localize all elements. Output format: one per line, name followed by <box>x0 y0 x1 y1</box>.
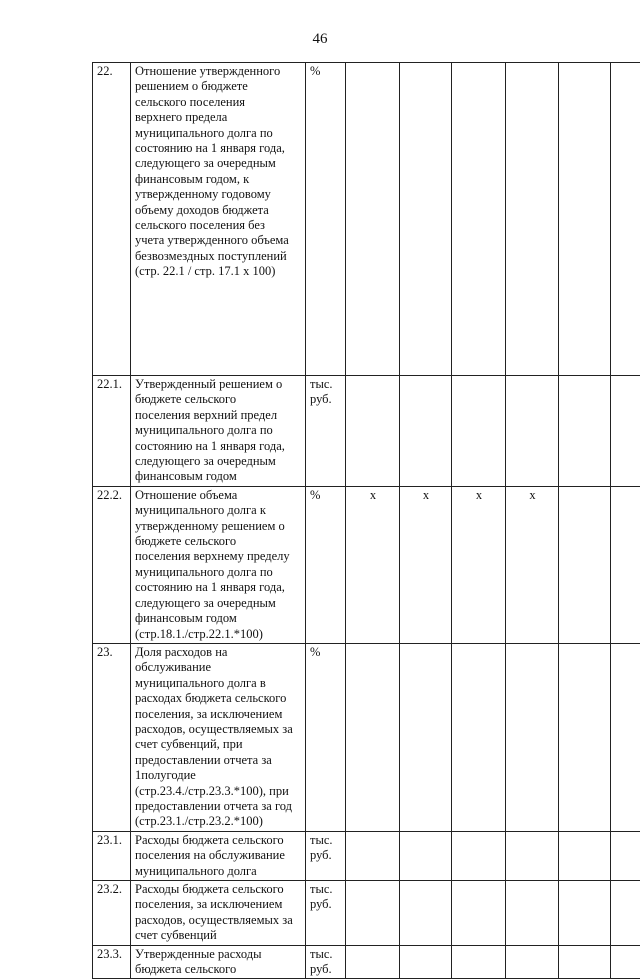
value-cell: х <box>506 486 559 643</box>
table-row <box>93 831 640 880</box>
table-row <box>93 945 640 979</box>
unit-of-measure: % <box>310 64 320 78</box>
indicator-description: Расходы бюджета сельского поселения на обслуживание муниципального долга <box>135 833 285 878</box>
value-cell <box>611 643 640 831</box>
unit-of-measure: тыс. руб. <box>310 947 333 976</box>
indicator-description: Расходы бюджета сельского поселения, за исключением расходов, осуществляемых за счет субвенций <box>135 882 293 942</box>
unit-of-measure: тыс. руб. <box>310 882 333 911</box>
table-row <box>93 881 640 946</box>
unit-cell <box>306 643 346 831</box>
row-number: 22.1. <box>93 376 131 487</box>
value-cell <box>506 63 559 376</box>
value-cell <box>452 376 506 487</box>
value-cell <box>611 486 640 643</box>
unit-of-measure: % <box>310 645 320 659</box>
table-row <box>93 376 640 487</box>
indicator-description-cell <box>131 945 306 979</box>
unit-cell <box>306 63 346 376</box>
value-cell <box>452 63 506 376</box>
row-number: 23.1. <box>93 831 131 880</box>
value-cell <box>506 831 559 880</box>
indicator-description-cell <box>131 63 306 376</box>
row-number: 23.2. <box>93 881 131 946</box>
indicator-description: Отношение объема муниципального долга к утвержденному решением о бюджете сельского поселения верхнему пределу муниципального долга по состоянию на 1 января года, следующего за очередным финансовым годом (стр.18.1./стр.22.1.*100) <box>135 488 290 641</box>
unit-cell <box>306 945 346 979</box>
indicator-description-cell <box>131 643 306 831</box>
value-cell <box>559 486 611 643</box>
unit-cell <box>306 831 346 880</box>
value-cell <box>452 831 506 880</box>
value-cell <box>611 945 640 979</box>
value-cell <box>452 945 506 979</box>
value-cell <box>611 881 640 946</box>
value-cell: х <box>346 486 400 643</box>
table-row <box>93 63 640 376</box>
value-cell <box>452 643 506 831</box>
value-cell <box>400 643 452 831</box>
value-cell <box>506 945 559 979</box>
value-cell <box>400 945 452 979</box>
row-number: 23. <box>93 643 131 831</box>
indicator-description-cell <box>131 376 306 487</box>
indicator-description: Отношение утвержденного решением о бюджете сельского поселения верхнего предела муниципального долга по состоянию на 1 января года, следующего за очередным финансовым годом, к утвержденному годовому объему доходов бюджета сельского поселения без учета утвержденного объема безвозмездных поступлений (стр. 22.1 / стр. 17.1 х 100) <box>135 64 289 278</box>
indicator-description-cell <box>131 881 306 946</box>
row-number: 22. <box>93 63 131 376</box>
unit-of-measure: тыс. руб. <box>310 377 333 406</box>
value-cell <box>400 376 452 487</box>
table-body <box>93 63 640 979</box>
value-cell <box>559 945 611 979</box>
value-cell <box>559 881 611 946</box>
unit-of-measure: % <box>310 488 320 502</box>
value-cell <box>506 643 559 831</box>
indicator-description-cell <box>131 486 306 643</box>
value-cell <box>346 831 400 880</box>
unit-of-measure: тыс. руб. <box>310 833 333 862</box>
row-number: 22.2. <box>93 486 131 643</box>
indicator-description: Утвержденные расходы бюджета сельского <box>135 947 262 976</box>
table-row <box>93 486 640 643</box>
value-cell <box>611 376 640 487</box>
unit-cell <box>306 376 346 487</box>
unit-cell <box>306 486 346 643</box>
unit-cell <box>306 881 346 946</box>
table-row <box>93 643 640 831</box>
value-cell: х <box>400 486 452 643</box>
value-cell <box>346 63 400 376</box>
value-cell <box>506 881 559 946</box>
value-cell <box>559 643 611 831</box>
value-cell: х <box>452 486 506 643</box>
indicator-description-cell <box>131 831 306 880</box>
value-cell <box>346 881 400 946</box>
value-cell <box>400 831 452 880</box>
value-cell <box>559 63 611 376</box>
value-cell <box>400 63 452 376</box>
value-cell <box>611 63 640 376</box>
page-number: 46 <box>0 31 640 48</box>
value-cell <box>346 376 400 487</box>
value-cell <box>506 376 559 487</box>
value-cell <box>559 831 611 880</box>
value-cell <box>400 881 452 946</box>
value-cell <box>559 376 611 487</box>
value-cell <box>611 831 640 880</box>
indicator-description: Утвержденный решением о бюджете сельского поселения верхний предел муниципального долга по состоянию на 1 января года, следующего за очередным финансовым годом <box>135 377 285 483</box>
row-number: 23.3. <box>93 945 131 979</box>
value-cell <box>346 945 400 979</box>
budget-indicators-table <box>92 62 640 979</box>
indicator-description: Доля расходов на обслуживание муниципального долга в расходах бюджета сельского поселения, за исключением расходов, осуществляемых за счет субвенций, при предоставлении отчета за 1полугодие (стр.23.4./стр.23.3.*100), при предоставлении отчета за год (стр.23.1./стр.23.2.*100) <box>135 645 293 828</box>
value-cell <box>346 643 400 831</box>
value-cell <box>452 881 506 946</box>
